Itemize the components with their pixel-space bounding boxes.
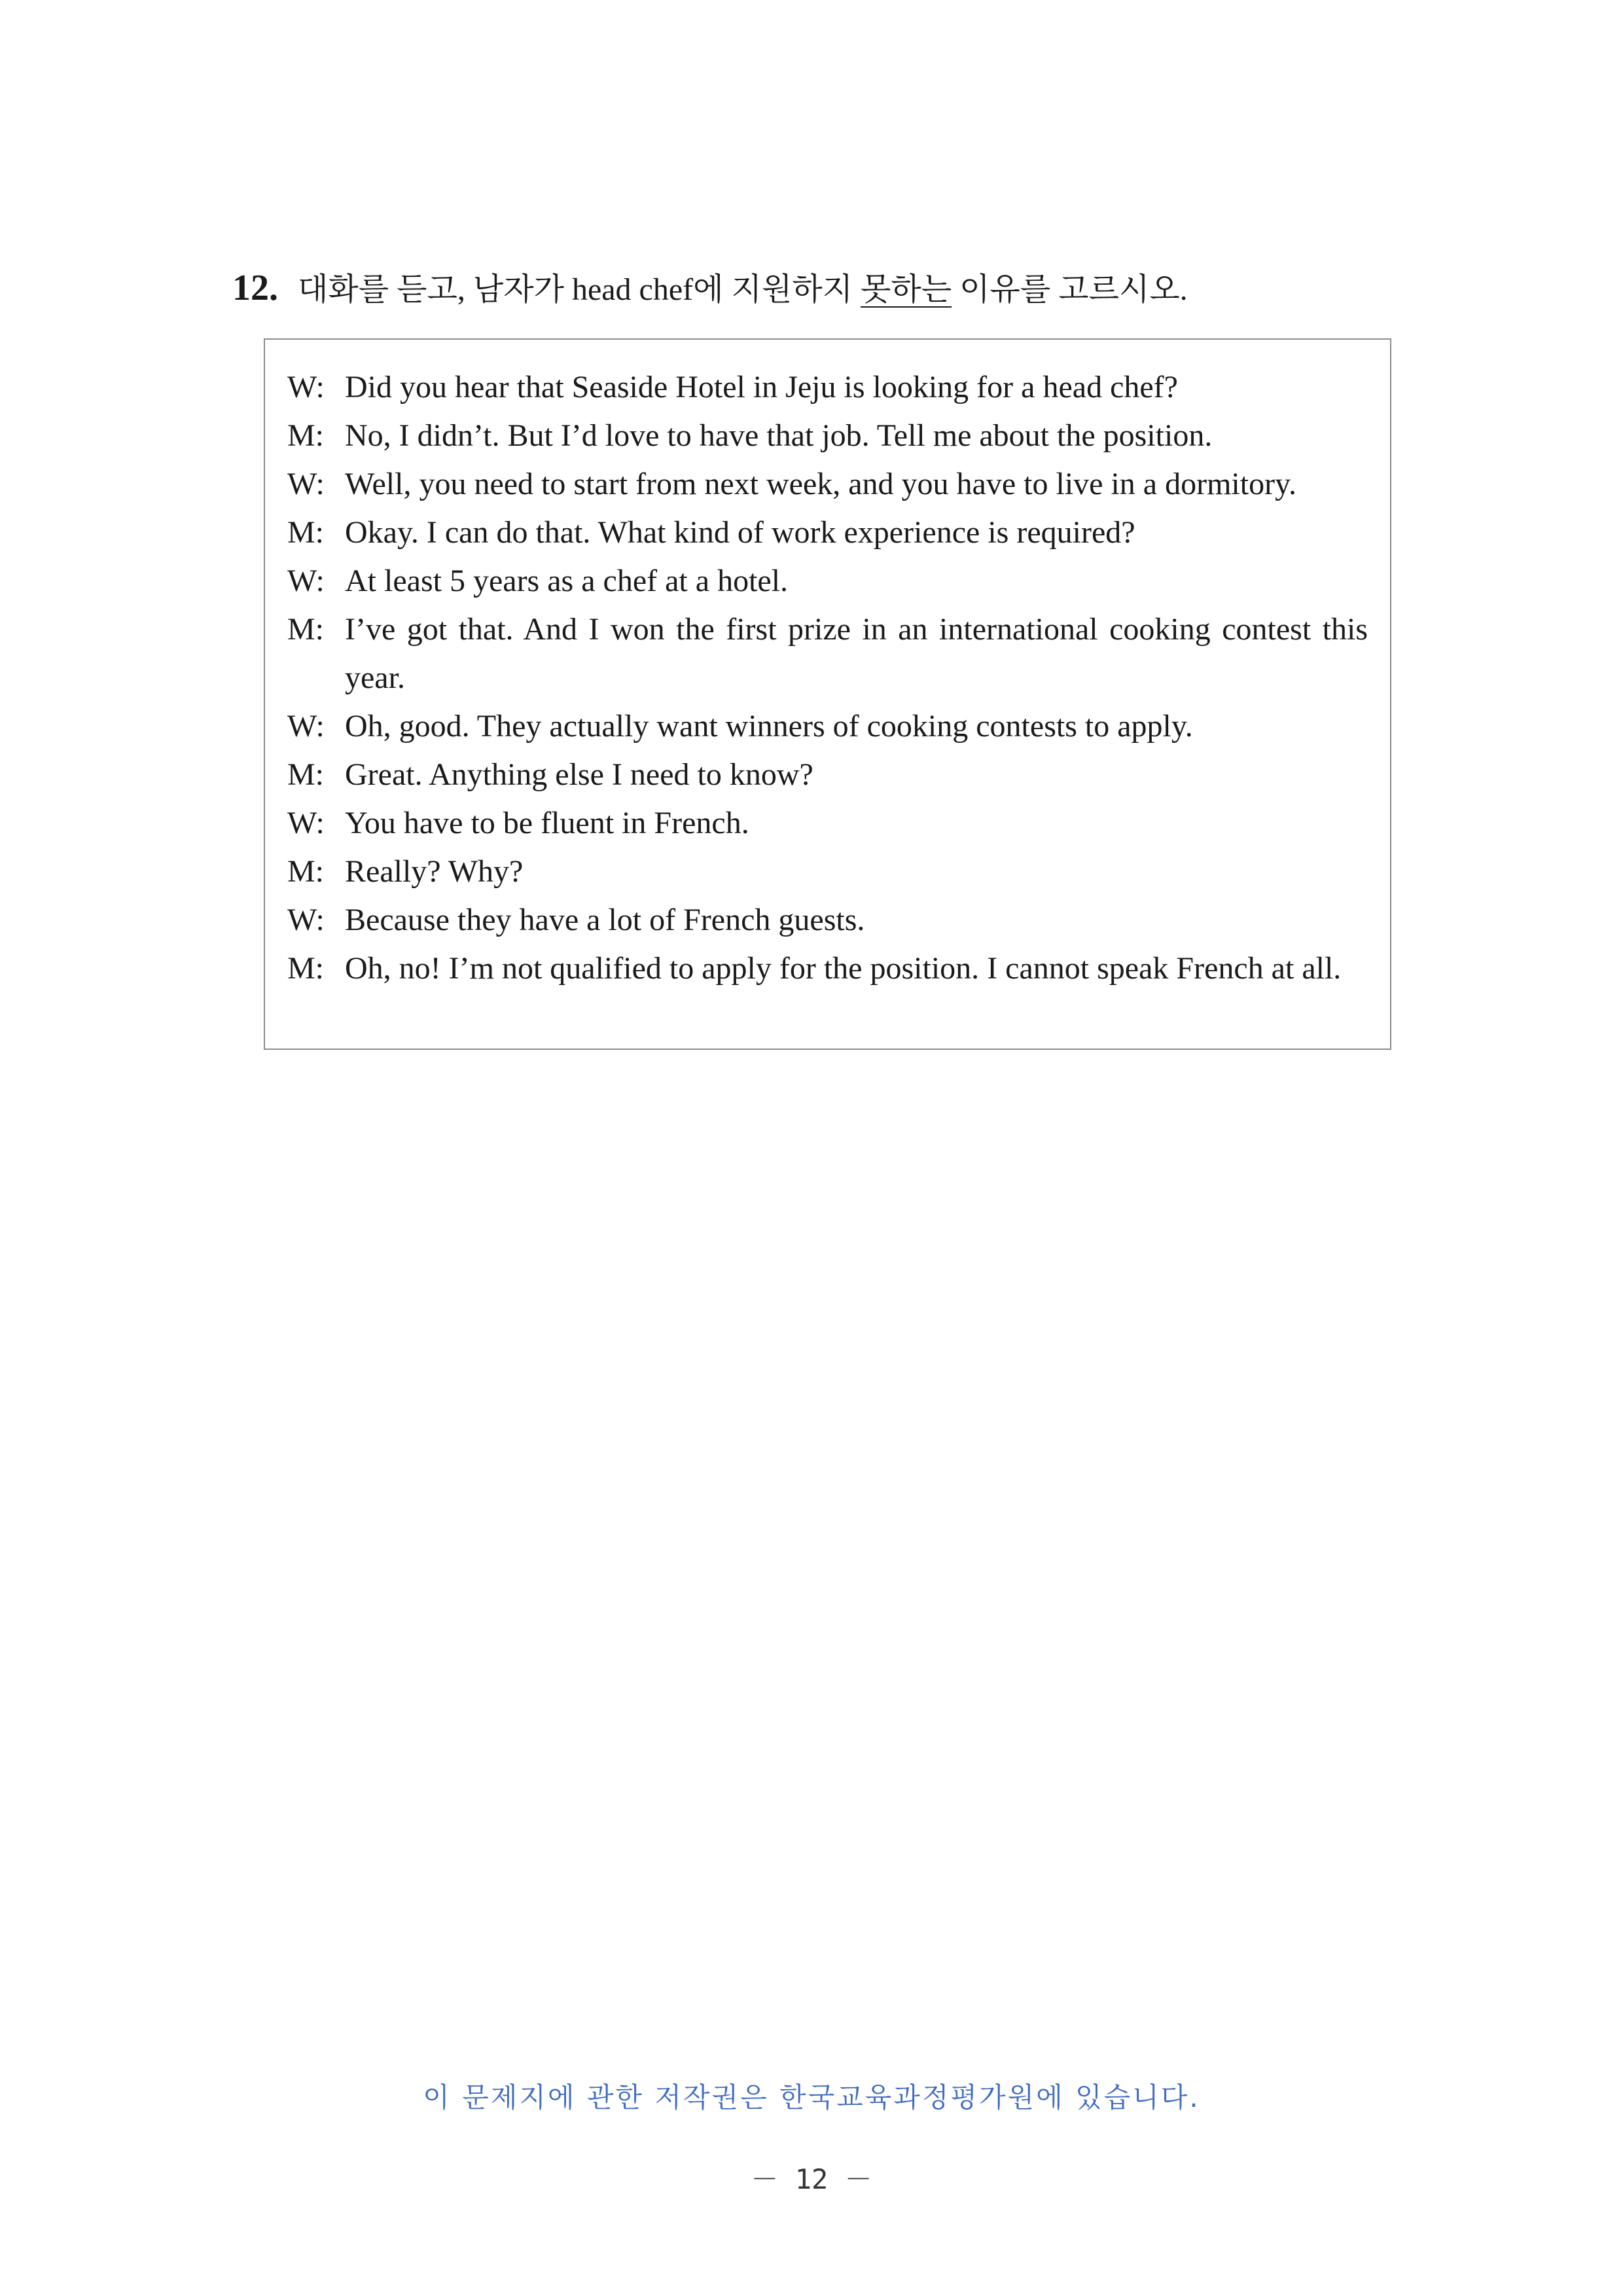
dialogue-line <box>287 460 1368 509</box>
speaker-label: W: <box>287 467 325 501</box>
dialogue-line <box>287 799 1368 848</box>
speaker-label: W: <box>287 903 325 937</box>
dialogue-line <box>287 944 1368 993</box>
question-heading <box>232 262 1410 314</box>
utterance-text: I’ve got that. And I won the first prize in an international cooking contest this year. <box>345 612 1368 695</box>
dialogue-line <box>287 751 1368 799</box>
utterance-text: No, I didn’t. But I’d love to have that job. Tell me about the position. <box>345 418 1213 453</box>
utterance-text: Great. Anything else I need to know? <box>345 757 813 792</box>
dialogue-line <box>287 412 1368 460</box>
utterance-text: At least 5 years as a chef at a hotel. <box>345 564 789 598</box>
speaker-label: W: <box>287 806 325 840</box>
dialogue-line <box>287 702 1368 751</box>
dialogue-line <box>287 848 1368 896</box>
speaker-label: M: <box>287 515 325 550</box>
speaker-label: W: <box>287 370 325 404</box>
question-number: 12. <box>232 268 278 308</box>
question-prompt-end: 이유를 고르시오. <box>952 272 1188 307</box>
page-number: － 12 － <box>751 2163 872 2195</box>
question-prompt-underlined: 못하는 <box>861 272 952 307</box>
utterance-text: Oh, no! I’m not qualified to apply for the position. I cannot speak French at all. <box>345 951 1342 986</box>
speaker-label: W: <box>287 564 325 598</box>
copyright-notice: 이 문제지에 관한 저작권은 한국교육과정평가원에 있습니다. <box>423 2081 1200 2113</box>
speaker-label: W: <box>287 709 325 744</box>
question-prompt: 대화를 듣고, 남자가 head chef에 지원하지 <box>298 272 861 307</box>
speaker-label: M: <box>287 418 325 453</box>
speaker-label: M: <box>287 757 325 792</box>
speaker-label: M: <box>287 854 325 889</box>
utterance-text: Did you hear that Seaside Hotel in Jeju is looking for a head chef? <box>345 370 1178 404</box>
dialogue-line <box>287 363 1368 412</box>
utterance-text: Really? Why? <box>345 854 524 889</box>
speaker-label: M: <box>287 612 325 647</box>
dialogue-line <box>287 509 1368 557</box>
utterance-text: Oh, good. They actually want winners of cooking contests to apply. <box>345 709 1193 744</box>
utterance-text: Well, you need to start from next week, and you have to live in a dormitory. <box>345 467 1296 501</box>
utterance-text: Because they have a lot of French guests. <box>345 903 865 937</box>
dialogue-line <box>287 896 1368 944</box>
dialogue-line <box>287 605 1368 702</box>
utterance-text: You have to be fluent in French. <box>345 806 749 840</box>
speaker-label: M: <box>287 951 325 986</box>
dialogue-line <box>287 557 1368 605</box>
dialogue-script-box <box>264 338 1391 1050</box>
utterance-text: Okay. I can do that. What kind of work experience is required? <box>345 515 1135 550</box>
